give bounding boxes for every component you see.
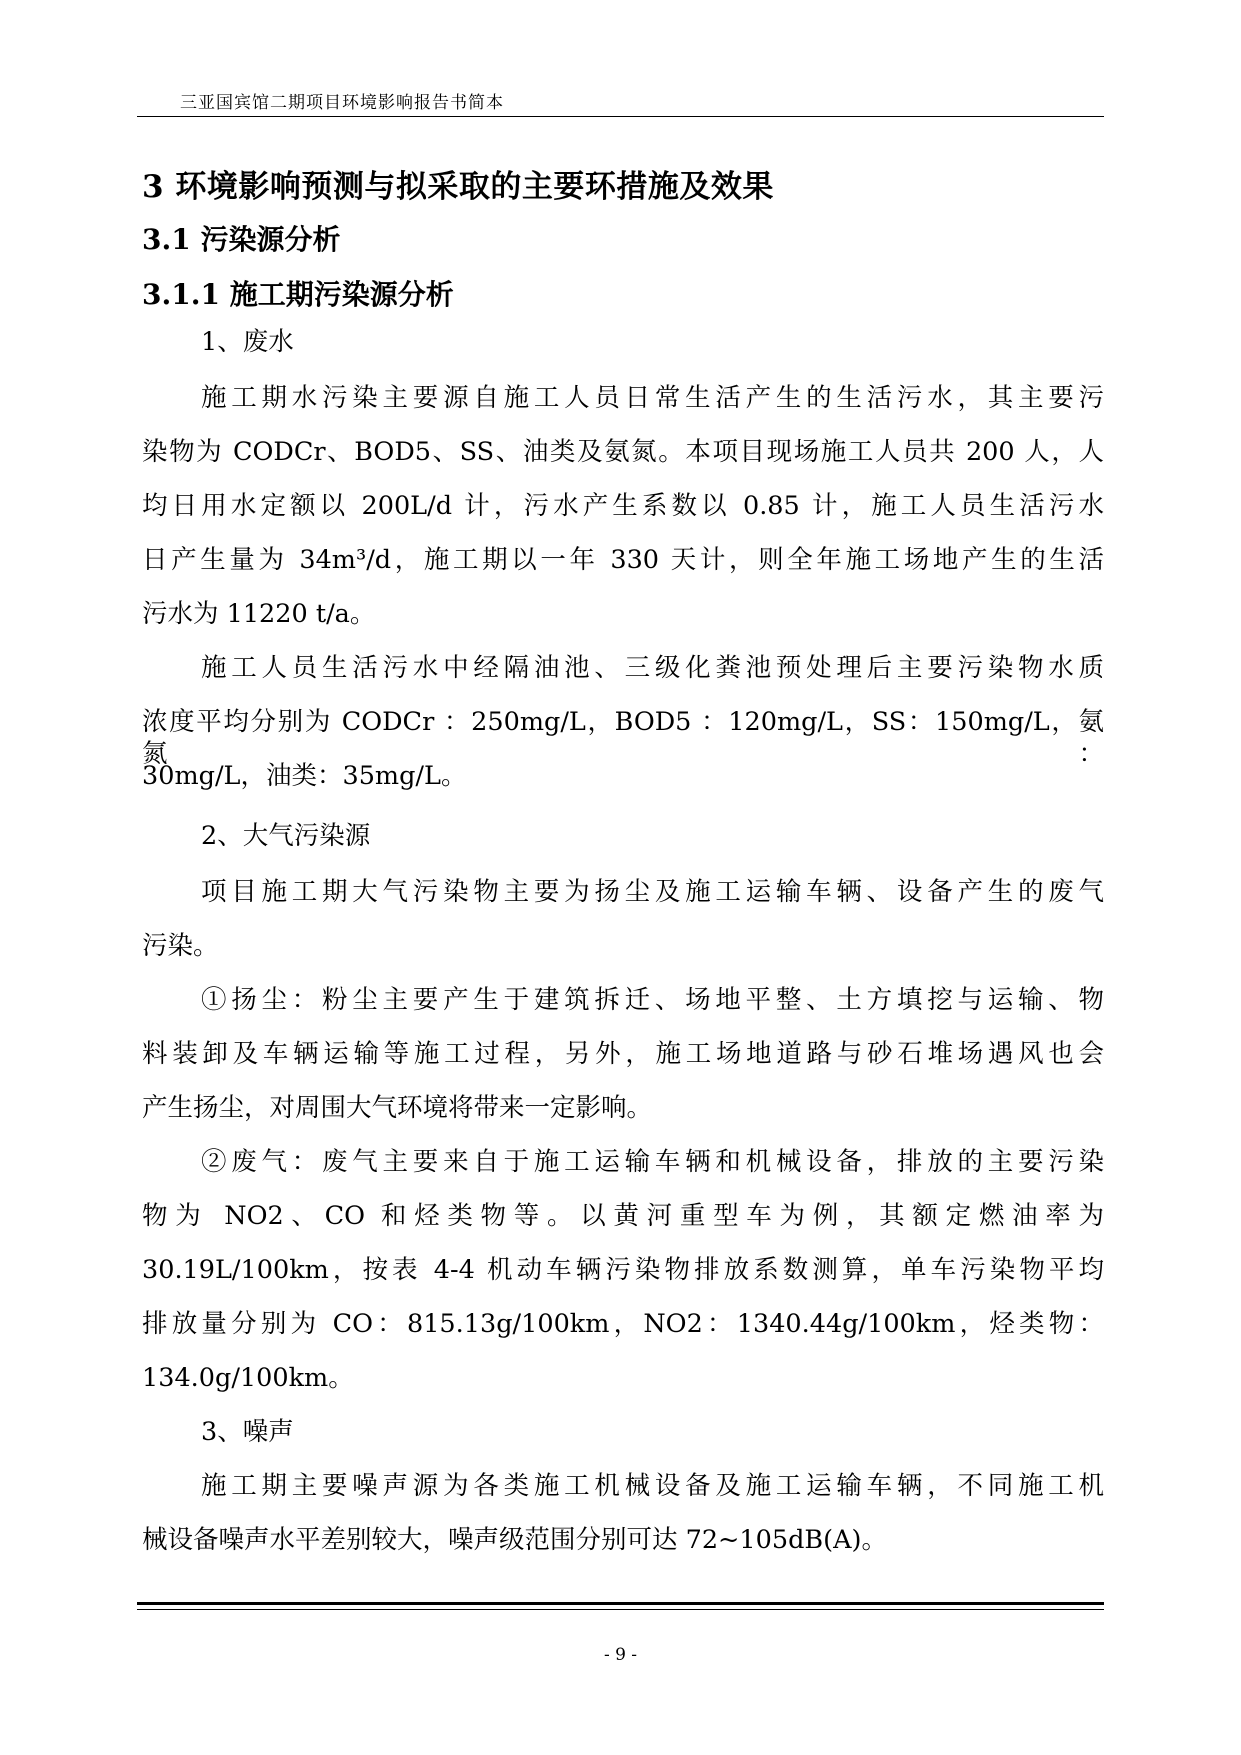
paragraph-line: 污水为 11220 t/a。: [142, 599, 376, 629]
paragraph-line: 浓度平均分别为 CODCr ：250mg/L，BOD5 ：120mg/L，SS：150mg/L，氨氮：: [142, 707, 1104, 769]
item-heading-wastewater: 1、废水: [201, 327, 294, 357]
paragraph-line: 30mg/L，油类：35mg/L。: [142, 761, 467, 791]
paragraph-line: 施工期主要噪声源为各类施工机械设备及施工运输车辆，不同施工机: [201, 1471, 1104, 1501]
paragraph-line: 项目施工期大气污染物主要为扬尘及施工运输车辆、设备产生的废气: [201, 877, 1104, 907]
paragraph-line: 均日用水定额以 200L/d 计，污水产生系数以 0.85 计，施工人员生活污水: [142, 491, 1104, 521]
paragraph-line: 排放量分别为 CO：815.13g/100km，NO2：1340.44g/100km，烃类物：: [142, 1309, 1104, 1339]
paragraph-line: 134.0g/100km。: [142, 1363, 354, 1393]
section-heading: 3.1 污染源分析: [142, 223, 341, 256]
paragraph-line: 施工期水污染主要源自施工人员日常生活产生的生活污水，其主要污: [201, 383, 1104, 413]
item-heading-air: 2、大气污染源: [201, 821, 371, 851]
page-number: - 9 -: [603, 1645, 638, 1665]
paragraph-line: 30.19L/100km，按表 4-4 机动车辆污染物排放系数测算，单车污染物平均: [142, 1255, 1104, 1285]
paragraph-line: 日产生量为 34m³/d，施工期以一年 330 天计，则全年施工场地产生的生活: [142, 545, 1104, 575]
paragraph-line: ①扬尘：粉尘主要产生于建筑拆迁、场地平整、土方填挖与运输、物: [201, 985, 1104, 1015]
header-rule: [137, 116, 1104, 117]
paragraph-line: 产生扬尘，对周围大气环境将带来一定影响。: [142, 1093, 653, 1123]
paragraph-line: 施工人员生活污水中经隔油池、三级化粪池预处理后主要污染物水质: [201, 653, 1104, 683]
paragraph-line: 物为 NO2、CO 和烃类物等。以黄河重型车为例，其额定燃油率为: [142, 1201, 1104, 1231]
footer-rule: [137, 1609, 1104, 1610]
footer-rule: [137, 1602, 1104, 1605]
paragraph-line: ②废气：废气主要来自于施工运输车辆和机械设备，排放的主要污染: [201, 1147, 1104, 1177]
paragraph-line: 污染。: [142, 931, 219, 961]
paragraph-line: 料装卸及车辆运输等施工过程，另外，施工场地道路与砂石堆场遇风也会: [142, 1039, 1104, 1069]
paragraph-line: 染物为 CODCr、BOD5、SS、油类及氨氮。本项目现场施工人员共 200 人，人: [142, 437, 1104, 467]
paragraph-line: 械设备噪声水平差别较大，噪声级范围分别可达 72~105dB(A)。: [142, 1525, 887, 1555]
running-header: 三亚国宾馆二期项目环境影响报告书简本: [180, 93, 504, 113]
item-heading-noise: 3、噪声: [201, 1417, 294, 1447]
chapter-heading: 3 环境影响预测与拟采取的主要环措施及效果: [142, 169, 774, 205]
subsection-heading: 3.1.1 施工期污染源分析: [142, 278, 454, 311]
